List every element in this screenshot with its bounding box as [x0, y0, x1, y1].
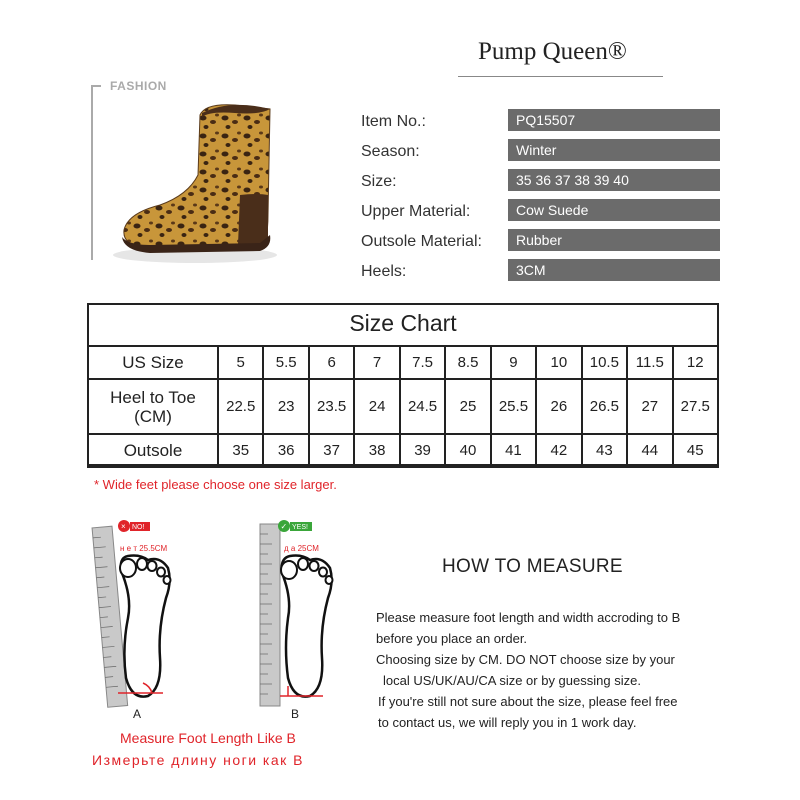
foot-measure-diagram: [88, 518, 388, 733]
spec-label-upper-material: Upper Material:: [361, 203, 471, 220]
size-cell: 36: [263, 434, 308, 467]
size-cell: 44: [627, 434, 672, 467]
spec-label-heels: Heels:: [361, 263, 407, 280]
size-cell: 5: [218, 346, 263, 379]
brand-underline: [458, 76, 663, 77]
measure-caption-en: Measure Foot Length Like B: [120, 730, 296, 746]
instruction-line: to contact us, we will reply you in 1 work day.: [378, 715, 637, 730]
row-header-outsole: Outsole: [88, 434, 218, 467]
size-cell: 40: [445, 434, 490, 467]
yes-badge-text: YES!: [292, 524, 308, 531]
size-cell: 7.5: [400, 346, 445, 379]
product-boot-image: [110, 95, 280, 275]
row-header-heel-to-toe: [88, 379, 218, 434]
size-cell: 25: [445, 379, 490, 434]
brand-name: Pump Queen®: [478, 38, 627, 65]
size-cell: 38: [354, 434, 399, 467]
size-cell: 24.5: [400, 379, 445, 434]
size-cell: 8.5: [445, 346, 490, 379]
size-cell: 26: [536, 379, 581, 434]
fashion-label: FASHION: [110, 79, 167, 93]
instruction-line: before you place an order.: [376, 631, 528, 646]
size-cell: 10.5: [582, 346, 627, 379]
size-cell: 9: [491, 346, 536, 379]
spec-label-size: Size:: [361, 173, 397, 190]
diagram-b: [260, 520, 333, 721]
instruction-line: Please measure foot length and width accroding to B: [376, 610, 681, 625]
spec-value-item-no: PQ15507: [508, 109, 720, 131]
svg-text:✓: ✓: [280, 522, 288, 531]
size-row-us: [88, 346, 718, 379]
row-header-line-2: (CM): [134, 406, 172, 426]
spec-value-season: Winter: [508, 139, 720, 161]
size-cell: 35: [218, 434, 263, 467]
size-cell: 37: [309, 434, 354, 467]
size-row-heel-to-toe: [88, 379, 718, 434]
spec-label-item-no: Item No.:: [361, 113, 426, 130]
row-header-line-1: Heel to Toe: [110, 387, 196, 407]
spec-label-outsole-material: Outsole Material:: [361, 233, 482, 250]
instruction-line: Choosing size by CM. DO NOT choose size by your: [376, 652, 675, 667]
size-row-outsole: [88, 434, 718, 467]
size-cell: 23.5: [309, 379, 354, 434]
spec-value-upper-material: Cow Suede: [508, 199, 720, 221]
size-cell: 6: [309, 346, 354, 379]
row-header-us-size: US Size: [88, 346, 218, 379]
how-to-measure-title: HOW TO MEASURE: [442, 556, 623, 577]
size-cell: 12: [673, 346, 718, 379]
instruction-line: If you're still not sure about the size, please feel free: [378, 694, 678, 709]
no-badge-text: NO!: [132, 524, 145, 531]
spec-label-season: Season:: [361, 143, 420, 160]
measure-b-text: д а 25CM: [284, 544, 319, 553]
size-cell: 27.5: [673, 379, 718, 434]
spec-value-outsole-material: Rubber: [508, 229, 720, 251]
size-cell: 25.5: [491, 379, 536, 434]
size-cell: 11.5: [627, 346, 672, 379]
size-cell: 24: [354, 379, 399, 434]
letter-b: B: [291, 707, 300, 721]
size-cell: 22.5: [218, 379, 263, 434]
size-cell: 10: [536, 346, 581, 379]
wide-feet-note: * Wide feet please choose one size larger.: [94, 477, 337, 492]
letter-a: A: [133, 707, 142, 721]
size-cell: 43: [582, 434, 627, 467]
size-cell: 23: [263, 379, 308, 434]
frame-line-vertical: [91, 85, 93, 260]
spec-value-size: 35 36 37 38 39 40: [508, 169, 720, 191]
measure-caption-ru: Измерьте длину ноги как В: [92, 752, 304, 768]
size-cell: 42: [536, 434, 581, 467]
svg-text:×: ×: [121, 522, 126, 531]
size-cell: 27: [627, 379, 672, 434]
size-cell: 7: [354, 346, 399, 379]
size-cell: 45: [673, 434, 718, 467]
measure-a-text: н е т 25.5CM: [120, 544, 168, 553]
size-chart-title: Size Chart: [349, 310, 457, 336]
size-cell: 26.5: [582, 379, 627, 434]
frame-line-horizontal: [91, 85, 101, 87]
instruction-line: local US/UK/AU/CA size or by guessing size.: [383, 673, 641, 688]
size-cell: 41: [491, 434, 536, 467]
diagram-a: [92, 520, 170, 721]
size-cell: 39: [400, 434, 445, 467]
spec-value-heels: 3CM: [508, 259, 720, 281]
size-chart-table: [87, 345, 719, 468]
size-cell: 5.5: [263, 346, 308, 379]
